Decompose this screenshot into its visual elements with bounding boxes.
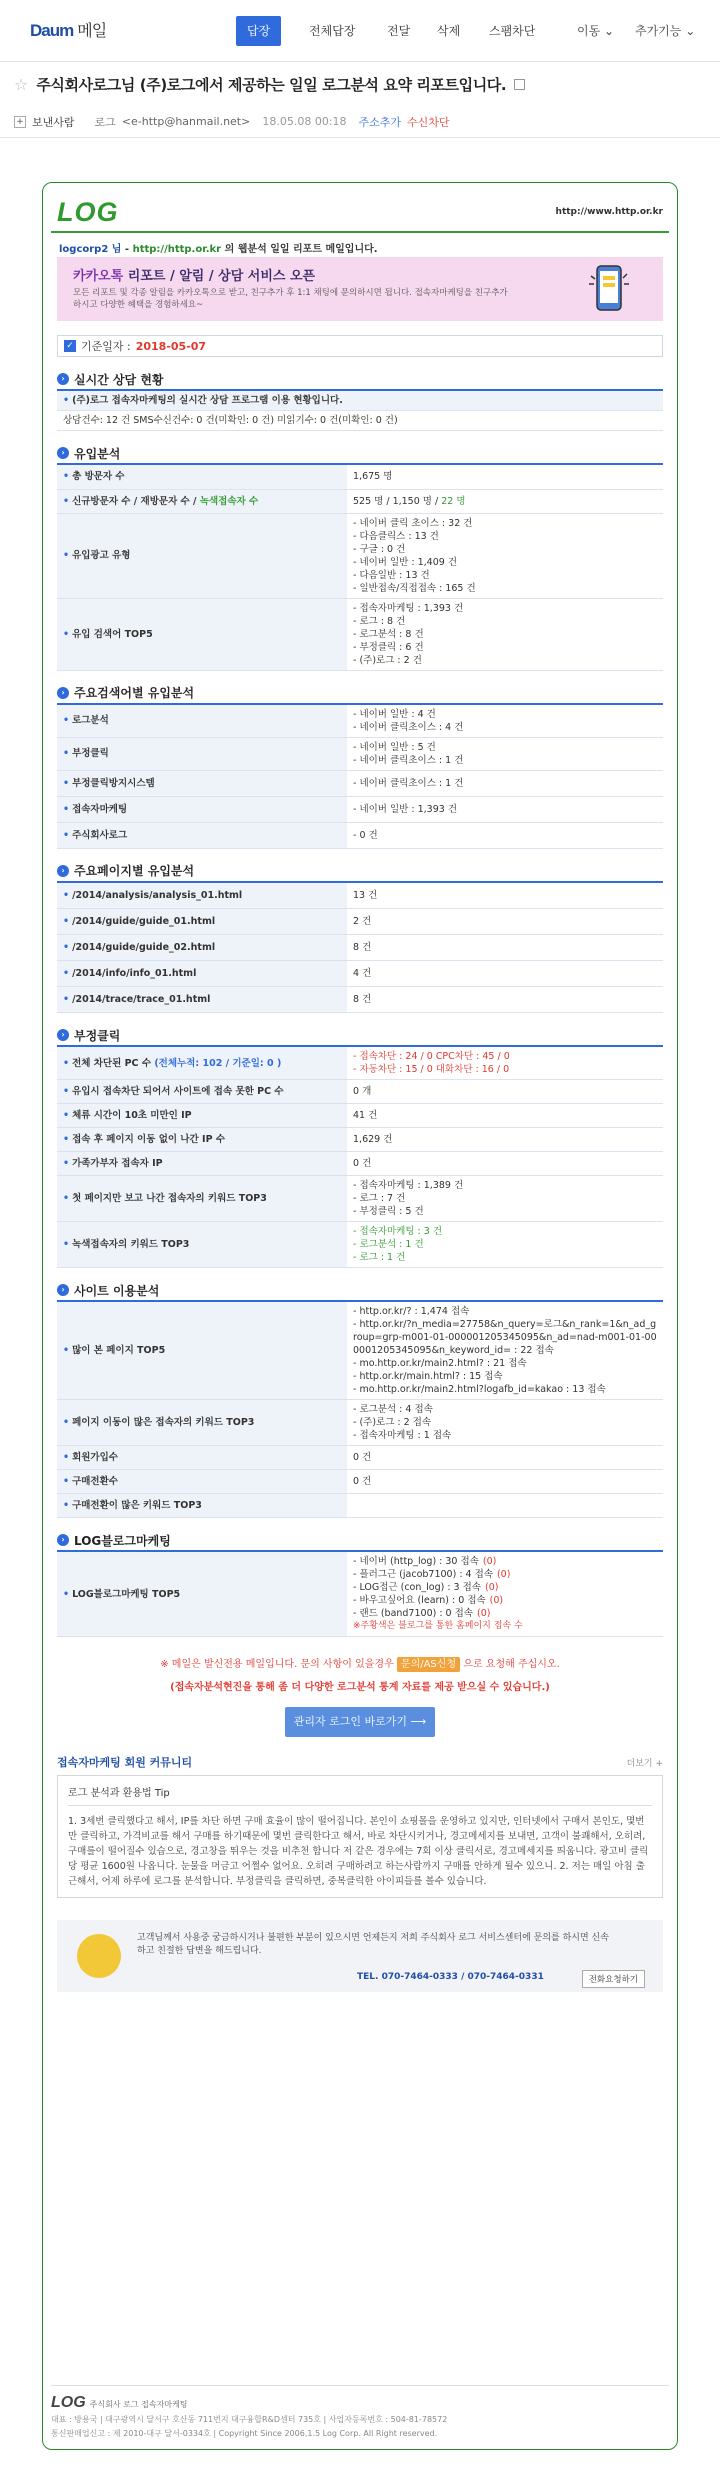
add-contact-link[interactable]: 주소추가 <box>358 115 402 129</box>
customer-service-box <box>57 1920 663 1992</box>
log-logo[interactable]: LOG <box>57 197 119 227</box>
fake-visitor-label: • 가족가부자 접속자 IP <box>57 1152 347 1176</box>
fake-visitor-value: 0 건 <box>347 1152 663 1176</box>
copy-icon[interactable] <box>514 79 525 90</box>
chevron-down-icon: ⌄ <box>604 24 615 38</box>
list-item: - 구글 : 0 건 <box>353 543 657 556</box>
standard-date: 2018-05-07 <box>135 339 207 353</box>
visitor-breakdown-label: • 신규방문자 수 / 재방문자 수 / 녹색접속자 수 <box>57 489 347 513</box>
short-stay-label: • 체류 시간이 10초 미만인 IP <box>57 1104 347 1128</box>
list-item: - 네이버 클릭초이스 : 1 건 <box>353 777 657 790</box>
arrow-circle-icon: › <box>57 687 69 699</box>
footer-logo: LOG <box>51 2394 86 2411</box>
realtime-counts: 상담건수: 12 건 SMS수신건수: 0 건(미확인: 0 건) 미읽기수: 0 건(미확인: 0 건) <box>57 411 663 431</box>
list-item: - (주)로그 : 2 건 <box>353 654 657 667</box>
keyword-values <box>353 829 657 842</box>
list-item: - http.or.kr/main.html? : 15 접속 <box>353 1370 657 1383</box>
list-item: - 접속자마케팅 : 1 접속 <box>353 1429 657 1442</box>
more-dropdown[interactable]: 추가기능 ⌄ <box>635 24 696 38</box>
green-keyword-list <box>353 1225 657 1264</box>
tip-body: 1. 3세번 클릭했다고 해서, IP를 차단 하면 구매 효율이 많이 떨어집니다. 본인이 쇼핑몰을 운영하고 있지만, 인터넷에서 구매서 본인도, 몇번만 클릭하고, 가격비교를 해서 구매를 하기때문에 몇번 클릭한다고 해서, 바로 차단시키거나, 경고메세지를 보내면, 고객이 불쾌해서, 오히려, 구매를이 떨어질수 있습으로, 경고창을 뛰우는 것을 비추천 합니다 저 같은 경우에는 7회 이상 클릭서로, 경고메세지를 띄웁니다. 광고비 클릭당 평균 1600원 나옵니다. 눈물을 머금고 어쩔수 없어요. 오히려 구매하려고 하는사람까지 구매를 안하게 될수 있으니. 2. 저는 매일 아침 출근해서, 어제 하루에 로그를 분석합니다. 부정클릭을 클릭하면, 중복클릭한 아이피들를 볼수 있습니다. <box>68 1816 649 1887</box>
list-item: - 바우고싶어요 (learn) : 0 접속 (0) <box>353 1594 657 1607</box>
list-item: - 다음일반 : 13 건 <box>353 569 657 582</box>
conversion-keyword-value <box>347 1494 663 1518</box>
list-item: - 자동차단 : 15 / 0 대화차단 : 16 / 0 <box>353 1063 657 1076</box>
arrow-circle-icon: › <box>57 373 69 385</box>
conversion-keyword-label: • 구매전환이 많은 키워드 TOP3 <box>57 1494 347 1518</box>
list-item: - 플러그근 (jacob7100) : 4 접속 (0) <box>353 1568 657 1581</box>
blog-top5-list <box>353 1555 657 1620</box>
list-item: - 네이버 일반 : 5 건 <box>353 741 657 754</box>
list-item: - 네이버 클릭초이스 : 1 건 <box>353 754 657 767</box>
list-item: - 로그 : 7 건 <box>353 1192 657 1205</box>
top-pages-label: • 많이 본 페이지 TOP5 <box>57 1302 347 1400</box>
mail-subject: 주식회사로그님 (주)로그에서 제공하는 일일 로그분석 요약 리포트입니다. <box>36 75 507 94</box>
kakao-title: 카카오톡 리포트 / 알림 / 상담 서비스 오픈 <box>73 269 316 284</box>
forward-button[interactable]: 전달 <box>387 24 411 38</box>
move-dropdown[interactable]: 이동 ⌄ <box>577 24 615 38</box>
reply-all-button[interactable]: 전체답장 <box>309 24 356 38</box>
delete-button[interactable]: 삭제 <box>437 24 461 38</box>
page-path-label[interactable]: • /2014/info/info_01.html <box>57 961 347 987</box>
list-item: - 네이버 클릭초이스 : 4 건 <box>353 721 657 734</box>
report-footer <box>51 2385 669 2440</box>
list-item: - 부정클릭 : 6 건 <box>353 641 657 654</box>
notice-line-2: (접속자분석현진을 통해 좀 더 다양한 로그분석 통계 자료를 제공 받으실 수 있습니다.) <box>170 1682 550 1693</box>
list-item: - 로그분석 : 8 건 <box>353 628 657 641</box>
bounce-keyword-label: • 첫 페이지만 보고 나간 접속자의 키워드 TOP3 <box>57 1176 347 1222</box>
star-icon[interactable]: ☆ <box>14 74 29 94</box>
expand-icon[interactable]: + <box>14 116 26 128</box>
footer-info-1: 대표 : 방용국 | 대구광역시 달서구 호산동 711번지 대구융합R&D센터 735호 | 사업자등록번호 : 504-81-78572 <box>51 2415 448 2424</box>
community-header <box>57 1753 663 1771</box>
admin-login-button[interactable]: 관리자 로그인 바로가기 ⟶ <box>285 1707 435 1737</box>
blocked-pc-list <box>353 1050 657 1076</box>
page-move-keyword-label: • 페이지 이동이 많은 접속자의 키워드 TOP3 <box>57 1400 347 1446</box>
sender-email[interactable]: <e-http@hanmail.net> <box>121 115 251 128</box>
cs-text: 고객님께서 사용중 궁금하시거나 불편한 부분이 있으시면 언제든지 저희 주식회사 로그 서비스센터에 문의를 하시면 신속하고 친절한 답변을 해드립니다. <box>137 1933 609 1956</box>
page-path-label[interactable]: • /2014/analysis/analysis_01.html <box>57 883 347 909</box>
blocked-pc-label: • 전체 차단된 PC 수 (전체누적: 102 / 기준일: 0 ) <box>57 1047 347 1080</box>
page-count-value: 13 건 <box>347 883 663 909</box>
keyword-label: • 부정클릭방지시스템 <box>57 770 347 796</box>
section-site-usage: › 사이트 이용분석 • 많이 본 페이지 TOP5 - http.or.kr/? : 1,474 접속 - http.or.kr/?n_media=27758&n_query=로그&n_rank=1&n_ad_group=grp-m001-01-000001205345095&n_ad=nad-m001-01-000001205345095&n_keyword_id= : 22 접속 - mo.http.or.kr/main2.html? : 21 접속 - http.or.kr/main.html? : 15 접속 - mo.http.or.kr/main2.html?logafb_id=kakao : 13 접속 • 페이지 이동이 많은 접속자의 키워드 TOP3 - 로그분석 : 4 접속 - (주)로그 : 2 접속 - 접속자마케팅 : 1 접속 • 회원가입수 0 건 • 구매전환수 0 건 • 구매전환이 많은 키워드 TOP3 <box>57 1280 663 1518</box>
blocked-on-entry-label: • 유입시 접속차단 되어서 사이트에 접속 못한 PC 수 <box>57 1080 347 1104</box>
list-item: - http.or.kr/?n_media=27758&n_query=로그&n_rank=1&n_ad_group=grp-m001-01-000001205345095&n_ad=nad-m001-01-000001205345095&n_keyword_id= : 22 접속 <box>353 1318 657 1357</box>
arrow-circle-icon: › <box>57 1284 69 1296</box>
list-item: - 부정클릭 : 5 건 <box>353 1205 657 1218</box>
list-item: - 다음클릭스 : 13 건 <box>353 530 657 543</box>
bounce-ip-value: 1,629 건 <box>347 1128 663 1152</box>
keyword-label: • 부정클릭 <box>57 737 347 770</box>
notice-line: ※ 메일은 발신전용 메일입니다. 문의 사항이 있을경우 문의/AS신청 으로 요청해 주십시오. <box>160 1659 560 1670</box>
mail-date: 18.05.08 00:18 <box>262 115 347 128</box>
page-count-value: 4 건 <box>347 961 663 987</box>
bounce-ip-label: • 접속 후 페이지 이동 없이 나간 IP 수 <box>57 1128 347 1152</box>
top-pages-list <box>353 1305 657 1396</box>
visitor-breakdown-value: 525 명 / 1,150 명 / 22 명 <box>347 489 663 513</box>
keyword-label: • 로그분석 <box>57 705 347 738</box>
blog-top5-label: • LOG블로그마케팅 TOP5 <box>57 1552 347 1637</box>
call-request-button[interactable]: 전화요청하기 <box>582 1970 645 1988</box>
arrow-circle-icon: › <box>57 1534 69 1546</box>
section-keyword-inflow: › 주요검색어별 유입분석 • 로그분석 - 네이버 일반 : 4 건 - 네이버 클릭초이스 : 4 건 • 부정클릭 - 네이버 일반 : 5 건 - 네이버 클릭초이스 : 1 건 • 부정클릭방지시스템 - 네이버 클릭초이스 : 1 건 • 접속자마케팅 - 네이버 일반 : 1,393 건 • 주식회사로그 - 0 건 <box>57 683 663 849</box>
standard-date-bar: ✓ 기준일자 : 2018-05-07 <box>57 335 663 357</box>
ad-type-list <box>353 517 657 595</box>
list-item: - 0 건 <box>353 829 657 842</box>
page-count-value: 8 건 <box>347 935 663 961</box>
footer-info-2: 통신판매업신고 : 제 2010-대구 달서-0334호 | Copyright Since 2006,1.5 Log Corp. All Right reserved. <box>51 2429 438 2438</box>
inquiry-badge[interactable]: 문의/AS신청 <box>397 1657 460 1672</box>
blocked-on-entry-value: 0 개 <box>347 1080 663 1104</box>
page-count-value: 8 건 <box>347 987 663 1013</box>
keyword-top5-list <box>353 602 657 667</box>
list-item: - 접속자마케팅 : 3 건 <box>353 1225 657 1238</box>
report-card <box>42 182 678 2450</box>
section-realtime: › 실시간 상담 현황 • (주)로그 접속자마케팅의 실시간 상담 프로그램 이용 현황입니다. 상담건수: 12 건 SMS수신건수: 0 건(미확인: 0 건) 미읽기수: 0 건(미확인: 0 건) <box>57 369 663 431</box>
list-item: - http.or.kr/? : 1,474 접속 <box>353 1305 657 1318</box>
list-item: - 로그분석 : 4 접속 <box>353 1403 657 1416</box>
top-toolbar <box>0 0 720 62</box>
conversion-label: • 구매전환수 <box>57 1470 347 1494</box>
keyword-values <box>353 708 657 734</box>
list-item: - 네이버 (http_log) : 30 접속 (0) <box>353 1555 657 1568</box>
kakao-desc: 모든 리포트 및 각종 알림을 카카오톡으로 받고, 친구추가 후 1:1 채팅에 문의하시면 됩니다. 접속자마케팅을 친구추가 하시고 다양한 혜택을 경험하세요~ <box>73 288 508 310</box>
page-move-keyword-list <box>353 1403 657 1442</box>
list-item: - 접속자마케팅 : 1,393 건 <box>353 602 657 615</box>
arrow-circle-icon: › <box>57 1029 69 1041</box>
footer-company: 주식회사 로그 접속자마케팅 <box>89 2400 188 2409</box>
total-visitors-value: 1,675 명 <box>347 465 663 489</box>
daum-logo[interactable]: Daum 메일 <box>30 21 107 40</box>
report-intro: logcorp2 님 - http://http.or.kr 의 웹분석 일일 리포트 메일입니다. <box>59 244 378 255</box>
section-inflow: › 유입분석 • 총 방문자 수 1,675 명 • 신규방문자 수 / 재방문자 수 / 녹색접속자 수 525 명 / 1,150 명 / 22 명 • 유입광고 유형 - 네이버 클릭 초이스 : 32 건 - 다음클릭스 : 13 건 - 구글 : 0 건 - 네이버 일반 : 1,409 건 - 다음일반 : 13 건 - 일반접속/직접접속 : 165 건 • 유입 검색어 TOP5 - 접속자마케팅 : 1,393 건 - 로그 : 8 건 - 로그분석 : 8 건 - 부정클릭 : 6 건 - (주)로그 : 2 건 <box>57 443 663 671</box>
report-header <box>51 193 669 233</box>
list-item: - 네이버 클릭 초이스 : 32 건 <box>353 517 657 530</box>
spam-block-button[interactable]: 스팸차단 <box>489 24 536 38</box>
list-item: - mo.http.or.kr/main2.html? : 21 접속 <box>353 1357 657 1370</box>
keyword-top5-label: • 유입 검색어 TOP5 <box>57 598 347 670</box>
signup-label: • 회원가입수 <box>57 1446 347 1470</box>
blog-note: ※주황색은 블로그를 통한 홈페이지 접속 수 <box>353 1621 523 1631</box>
signup-value: 0 건 <box>347 1446 663 1470</box>
list-item: - (주)로그 : 2 접속 <box>353 1416 657 1429</box>
list-item: - 네이버 일반 : 1,393 건 <box>353 803 657 816</box>
list-item: - 일반접속/직접접속 : 165 건 <box>353 582 657 595</box>
cs-phone: TEL. 070-7464-0333 / 070-7464-0331 <box>357 1972 544 1982</box>
list-item: - LOG접근 (con_log) : 3 접속 (0) <box>353 1581 657 1594</box>
sender-name[interactable]: 로그 <box>94 115 116 129</box>
section-blog-marketing: › LOG블로그마케팅 • LOG블로그마케팅 TOP5 - 네이버 (http_log) : 30 접속 (0) - 플러그근 (jacob7100) : 4 접속 (0) - LOG접근 (con_log) : 3 접속 (0) - 바우고싶어요 (learn) : 0 접속 (0) - 랜드 (band7100) : 0 접속 (0) ※주황색은 블로그를 통한 홈페이지 접속 수 <box>57 1530 663 1637</box>
page-path-label[interactable]: • /2014/guide/guide_02.html <box>57 935 347 961</box>
section-page-inflow: › 주요페이지별 유입분석 • /2014/analysis/analysis_01.html 13 건 • /2014/guide/guide_01.html 2 건 • /2014/guide/guide_02.html 8 건 • /2014/info/info_01.html 4 건 • /2014/trace/trace_01.html 8 건 <box>57 861 663 1014</box>
list-item: - mo.http.or.kr/main2.html?logafb_id=kakao : 13 접속 <box>353 1383 657 1396</box>
list-item: - 접속자마케팅 : 1,389 건 <box>353 1179 657 1192</box>
page-path-label[interactable]: • /2014/guide/guide_01.html <box>57 909 347 935</box>
arrow-circle-icon: › <box>57 447 69 459</box>
keyword-label: • 주식회사로그 <box>57 822 347 848</box>
block-sender-link[interactable]: 수신차단 <box>407 115 450 129</box>
keyword-values <box>353 803 657 816</box>
keyword-values <box>353 741 657 767</box>
list-item: - 로그 : 8 건 <box>353 615 657 628</box>
community-title[interactable]: 접속자마케팅 회원 커뮤니티 <box>57 1756 193 1769</box>
subject-row <box>0 62 720 106</box>
list-item: - 네이버 일반 : 1,409 건 <box>353 556 657 569</box>
total-visitors-label: • 총 방문자 수 <box>57 465 347 489</box>
list-item: - 접속차단 : 24 / 0 CPC차단 : 45 / 0 <box>353 1050 657 1063</box>
reply-button[interactable]: 답장 <box>236 16 281 46</box>
list-item: - 랜드 (band7100) : 0 접속 (0) <box>353 1607 657 1620</box>
keyword-label: • 접속자마케팅 <box>57 796 347 822</box>
page-path-label[interactable]: • /2014/trace/trace_01.html <box>57 987 347 1013</box>
chevron-down-icon: ⌄ <box>685 24 696 38</box>
list-item: - 네이버 일반 : 4 건 <box>353 708 657 721</box>
list-item: - 로그분석 : 1 건 <box>353 1238 657 1251</box>
section-fraud-click: › 부정클릭 • 전체 차단된 PC 수 (전체누적: 102 / 기준일: 0 ) - 접속차단 : 24 / 0 CPC차단 : 45 / 0 - 자동차단 : 15 / 0 대화차단 : 16 / 0 • 유입시 접속차단 되어서 사이트에 접속 못한 PC 수 0 개 • 체류 시간이 10초 미만인 IP 41 건 • 접속 후 페이지 이동 없이 나간 IP 수 1,629 건 • 가족가부자 접속자 IP 0 건 • 첫 페이지만 보고 나간 접속자의 키워드 TOP3 - 접속자마케팅 : 1,389 건 - 로그 : 7 건 - 부정클릭 : 5 건 • 녹색접속자의 키워드 TOP3 - 접속자마케팅 : 3 건 - 로그분석 : 1 건 - 로그 : 1 건 <box>57 1025 663 1268</box>
arrow-circle-icon: › <box>57 865 69 877</box>
list-item: - 로그 : 1 건 <box>353 1251 657 1264</box>
headset-icon <box>77 1934 121 1978</box>
ad-type-label: • 유입광고 유형 <box>57 513 347 598</box>
site-url[interactable]: http://www.http.or.kr <box>555 207 663 217</box>
sender-row <box>0 106 720 138</box>
sender-label: 보낸사람 <box>32 115 75 129</box>
kakao-banner[interactable] <box>57 257 663 321</box>
bounce-keyword-list <box>353 1179 657 1218</box>
page-count-value: 2 건 <box>347 909 663 935</box>
keyword-values <box>353 777 657 790</box>
tip-box <box>57 1775 663 1898</box>
more-link[interactable]: 더보기 + <box>626 1758 663 1769</box>
check-icon: ✓ <box>64 340 76 352</box>
short-stay-value: 41 건 <box>347 1104 663 1128</box>
phone-icon <box>583 262 637 316</box>
tip-title[interactable]: 로그 분석과 환용법 Tip <box>68 1784 652 1806</box>
realtime-title: • (주)로그 접속자마케팅의 실시간 상담 프로그램 이용 현황입니다. <box>57 391 663 411</box>
green-keyword-label: • 녹색접속자의 키워드 TOP3 <box>57 1222 347 1268</box>
conversion-value: 0 건 <box>347 1470 663 1494</box>
